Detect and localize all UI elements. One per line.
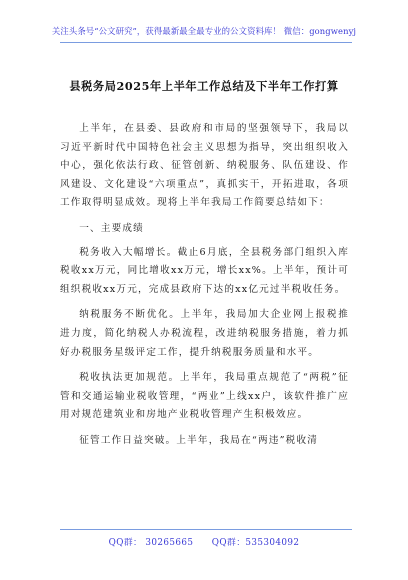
section-heading: 一、主要成绩	[79, 222, 144, 234]
intro-paragraph: 上半年，在县委、县政府和市局的坚强领导下，我局以习近平新时代中国特色社会主义思想为指导，突出组织收入中心，强化依法行政、征管创新、纳税服务、队伍建设、作风建设、文化建设“六项重点”，真抓实干，开拓进取，各项工作取得明显成效。现将上半年我局工作简要总结如下：	[60, 123, 349, 209]
paragraph-tax-revenue: 税务收入大幅增长。截止6月底，全县税务部门组织入库税收xx万元，同比增收xx万元，增长xx%。上半年，预计可组织税收xx万元，完成县政府下达的xx亿元过半税收任务。	[60, 246, 349, 295]
footer-note: QQ群： 30265665 QQ群：535304092	[108, 538, 300, 548]
header-divider	[60, 42, 352, 43]
paragraph-law-enforcement: 税收执法更加规范。上半年，我局重点规范了“两税”征管和交通运输业税收管理，“两业”上线xx户，该软件推广应用对规范建筑业和房地产业税收管理产生积极效应。	[60, 372, 349, 421]
document-title: 县税务局2025年上半年工作总结及下半年工作打算	[69, 79, 339, 93]
document-body	[60, 120, 349, 458]
paragraph-tax-service: 纳税服务不断优化。上半年，我局加大企业网上报税推进力度，简化纳税人办税流程，改进纳税服务措施，着力抓好办税服务星级评定工作，提升纳税服务质量和水平。	[60, 309, 349, 358]
paragraph-collection-management: 征管工作日益突破。上半年，我局在“两违”税收清	[79, 434, 319, 446]
header-note: 关注头条号“公文研究”，获得最新最全最专业的公文资料库！ 微信：gongwenyj	[51, 26, 357, 36]
footer-divider	[60, 529, 352, 530]
